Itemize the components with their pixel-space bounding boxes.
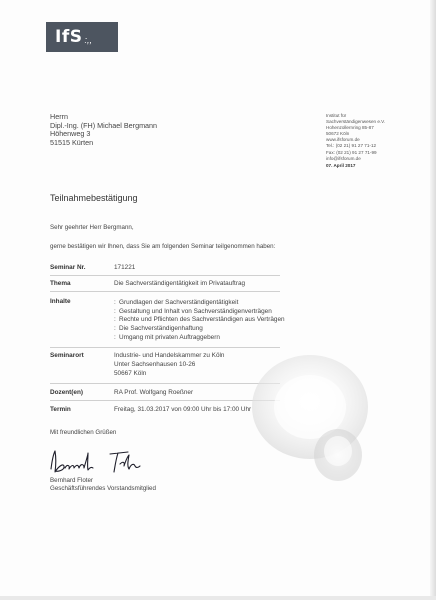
recipient-line: 51515 Kürten: [50, 137, 94, 147]
thema-value: Die Sachverständigentätigkeit im Privatauftrag: [114, 280, 246, 287]
sender-phone: Tel.: (02 21) 91 27 71-12: [326, 143, 377, 149]
sender-email: info@ifsforum.de: [326, 155, 361, 161]
recipient-address: [50, 113, 157, 147]
page-edge-shadow: [430, 0, 436, 600]
divider: [50, 291, 280, 292]
divider: [50, 347, 280, 348]
logo-mark: :,,: [84, 35, 92, 45]
letter-date: 07. April 2017: [326, 162, 356, 168]
sender-line: Hohenzollernring 85-87: [326, 125, 374, 131]
seminarort-line: Unter Sachsenhausen 10-26: [114, 361, 196, 368]
dozent-value: RA Prof. Wolfgang Roeßner: [114, 389, 194, 396]
divider: [50, 383, 280, 384]
list-item: : Rechte und Pflichten des Sachverständigen aus Verträgen: [114, 316, 285, 324]
dozent-label: Dozent(en): [50, 389, 84, 396]
termin-value: Freitag, 31.03.2017 von 09:00 Uhr bis 17:00 Uhr: [114, 406, 252, 413]
seminarort-line: Industrie- und Handelskammer zu Köln: [114, 352, 225, 359]
closing-text: Mit freundlichen Grüßen: [50, 429, 117, 436]
recipient-line: Herrn: [50, 112, 68, 121]
divider: [50, 400, 280, 401]
recipient-line: Höhenweg 3: [50, 129, 91, 139]
seminarort-line: 50667 Köln: [114, 370, 147, 377]
list-item: : Die Sachverständigenhaftung: [114, 325, 203, 333]
seminar-nr-value: 171221: [114, 264, 136, 271]
divider: [50, 275, 280, 276]
signer-name: Bernhard Floter: [50, 477, 93, 484]
sender-line: Sachverständigenwesen e.V.: [326, 119, 386, 125]
list-item: : Grundlagen der Sachverständigentätigkeit: [114, 299, 239, 306]
page-edge-bottom: [0, 596, 436, 600]
sender-line: Institut für: [326, 113, 347, 118]
document-title: Teilnahmebestätigung: [50, 193, 138, 203]
intro-text: gerne bestätigen wir Ihnen, dass Sie am folgenden Seminar teilgenommen haben:: [50, 243, 276, 250]
watermark-graphic: [248, 345, 388, 495]
handwritten-signature: [48, 447, 158, 477]
list-item: : Umgang mit privaten Auftraggebern: [114, 333, 220, 341]
signer-block: [50, 477, 156, 493]
inhalte-label: Inhalte: [50, 298, 71, 305]
thema-label: Thema: [50, 280, 71, 287]
logo-text: IfS: [55, 27, 83, 47]
sender-website: www.ifsforum.de: [326, 137, 360, 143]
sender-address: [326, 113, 385, 169]
salutation: Sehr geehrter Herr Bergmann,: [50, 224, 134, 231]
sender-fax: Fax: (02 21) 91 27 71-99: [326, 149, 377, 155]
recipient-line: Dipl.-Ing. (FH) Michael Bergmann: [50, 120, 158, 130]
seminarort-label: Seminarort: [50, 352, 84, 359]
sender-line: 50672 Köln: [326, 131, 350, 137]
signer-role: Geschäftsführendes Vorstandsmitglied: [50, 485, 156, 493]
ifs-logo: [46, 22, 118, 52]
seminar-nr-label: Seminar Nr.: [50, 264, 86, 271]
list-item: : Gestaltung und Inhalt von Sachverständigenverträgen: [114, 307, 272, 315]
inhalte-list: [114, 299, 285, 343]
termin-label: Termin: [50, 406, 71, 413]
